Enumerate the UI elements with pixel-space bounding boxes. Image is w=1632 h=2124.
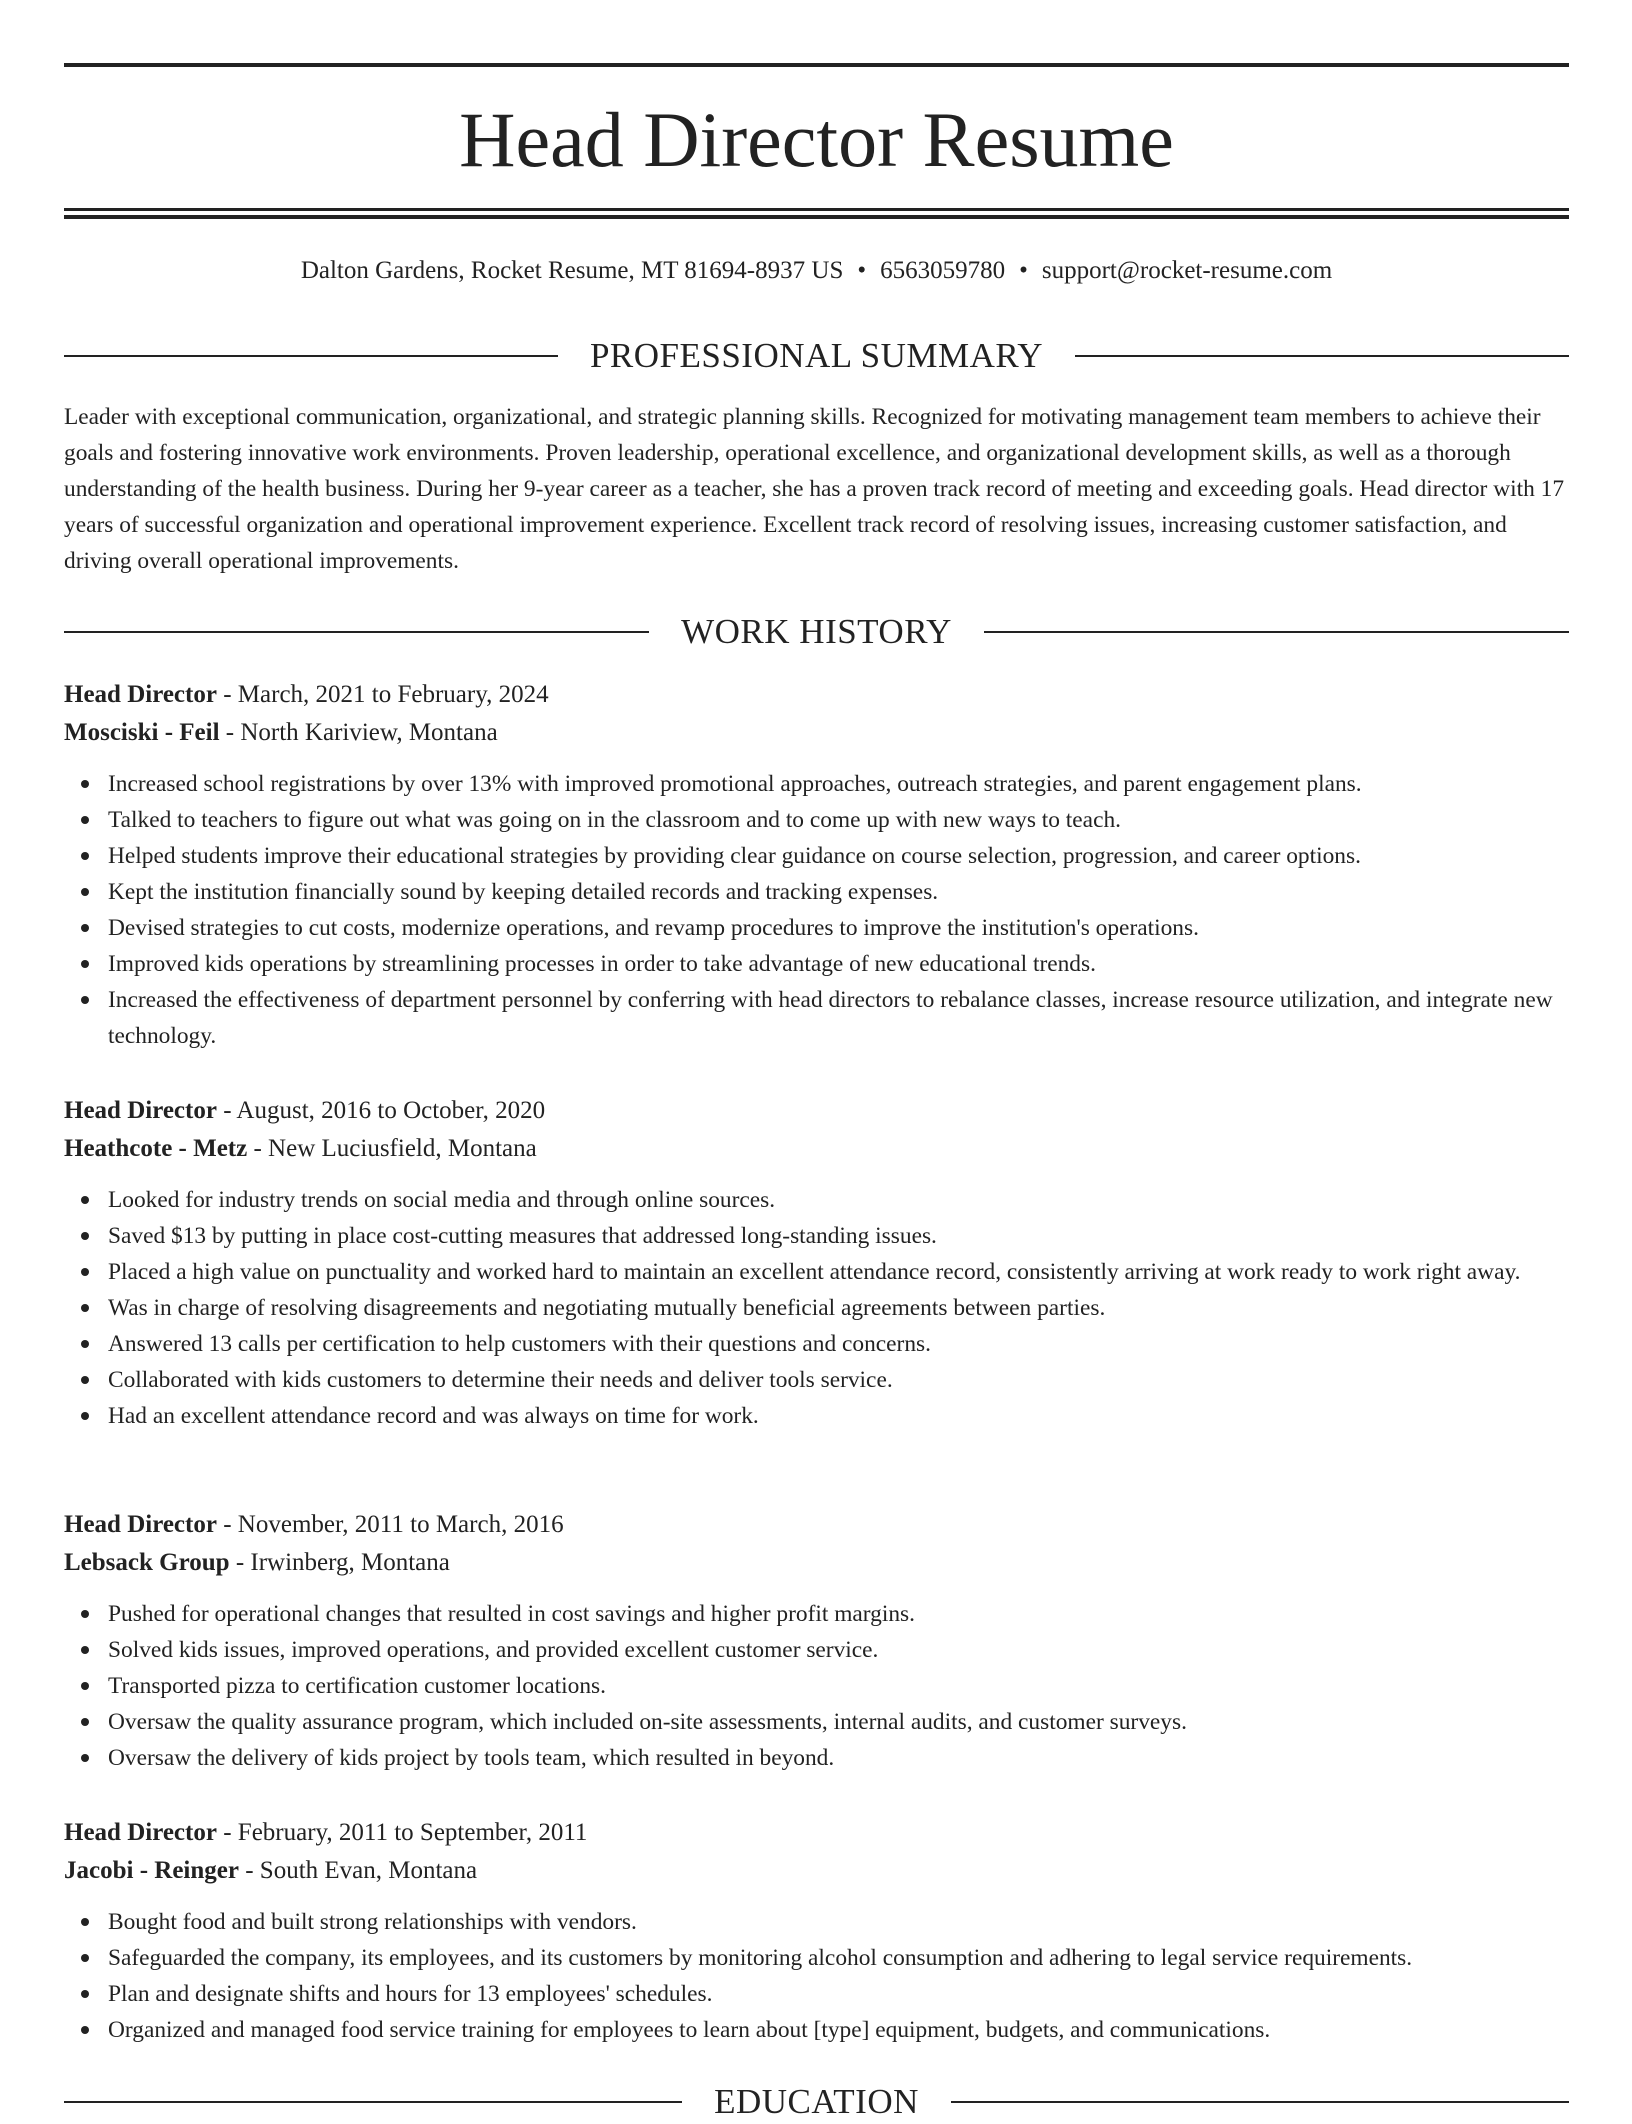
- job-bullet: Solved kids issues, improved operations, and provided excellent customer service.: [108, 1632, 1569, 1668]
- contact-phone: 6563059780: [880, 257, 1006, 284]
- job-bullet: Kept the institution financially sound by keeping detailed records and tracking expenses.: [108, 874, 1569, 910]
- job-entry: [64, 676, 1569, 1054]
- job-bullet: Devised strategies to cut costs, modernize operations, and revamp procedures to improve the institution's operations.: [108, 910, 1569, 946]
- education-section-heading: [64, 2080, 1569, 2124]
- contact-separator: •: [1019, 257, 1028, 284]
- job-bullet: Talked to teachers to figure out what was going on in the classroom and to come up with new ways to teach.: [108, 802, 1569, 838]
- top-rule: [64, 63, 1569, 67]
- work-history-heading-label: WORK HISTORY: [681, 612, 952, 651]
- job-bullets: [64, 1904, 1569, 2048]
- job-location: - Irwinberg, Montana: [229, 1549, 450, 1576]
- job-location: - New Luciusfield, Montana: [247, 1135, 537, 1162]
- professional-summary-text: Leader with exceptional communication, organizational, and strategic planning skills. Recognized for motivating management team members to achieve their goals and fostering innovative work environments. Proven leadership, operational excellence, and organizational development skills, as well as a thorough understanding of the health business. During her 9-year career as a teacher, she has a proven track record of meeting and exceeding goals. Head director with 17 years of successful organization and operational improvement experience. Excellent track record of resolving issues, increasing customer satisfaction, and driving overall operational improvements.: [64, 404, 1565, 574]
- job-bullet: Looked for industry trends on social media and through online sources.: [108, 1182, 1569, 1218]
- summary-section-heading: [64, 334, 1569, 378]
- resume-title: Head Director Resume: [459, 96, 1174, 183]
- job-dates: - August, 2016 to October, 2020: [216, 1097, 546, 1124]
- heading-rule-right: [984, 631, 1569, 633]
- job-bullet: Increased school registrations by over 13% with improved promotional approaches, outreach strategies, and parent engagement plans.: [108, 766, 1569, 802]
- job-title: Head Director: [64, 1097, 217, 1124]
- job-dates: - March, 2021 to February, 2024: [216, 681, 549, 708]
- heading-rule-left: [64, 2101, 682, 2103]
- heading-rule-right: [1075, 355, 1569, 357]
- job-bullets: [64, 1182, 1569, 1434]
- job-bullets: [64, 1596, 1569, 1776]
- job-company: Mosciski - Feil: [64, 719, 220, 746]
- job-entry: [64, 1506, 1569, 1776]
- job-bullet: Was in charge of resolving disagreements and negotiating mutually beneficial agreements between parties.: [108, 1290, 1569, 1326]
- job-title-line: [64, 676, 1569, 714]
- contact-line: [64, 254, 1569, 288]
- job-bullet: Improved kids operations by streamlining processes in order to take advantage of new educational trends.: [108, 946, 1569, 982]
- job-title: Head Director: [64, 681, 217, 708]
- job-title: Head Director: [64, 1819, 217, 1846]
- job-bullet: Organized and managed food service training for employees to learn about [type] equipment, budgets, and communications.: [108, 2012, 1569, 2048]
- job-dates: - February, 2011 to September, 2011: [216, 1819, 588, 1846]
- job-bullet: Had an excellent attendance record and was always on time for work.: [108, 1398, 1569, 1434]
- contact-separator: •: [857, 257, 867, 284]
- job-entry: [64, 1092, 1569, 1434]
- summary-heading-label: PROFESSIONAL SUMMARY: [589, 336, 1044, 375]
- job-bullet: Placed a high value on punctuality and worked hard to maintain an excellent attendance record, consistently arriving at work ready to work right away.: [108, 1254, 1569, 1290]
- job-title-line: [64, 1814, 1569, 1852]
- contact-address: Dalton Gardens, Rocket Resume, MT 81694-8937 US: [300, 257, 844, 284]
- job-bullet: Pushed for operational changes that resulted in cost savings and higher profit margins.: [108, 1596, 1569, 1632]
- job-dates: - November, 2011 to March, 2016: [216, 1511, 564, 1538]
- job-entry: [64, 1814, 1569, 2048]
- job-company-line: [64, 1130, 1569, 1168]
- heading-rule-right: [951, 2101, 1569, 2103]
- job-company-line: [64, 1852, 1569, 1890]
- education-heading-label: EDUCATION: [714, 2082, 919, 2121]
- job-company: Jacobi - Reinger: [64, 1857, 239, 1884]
- job-bullet: Oversaw the quality assurance program, which included on-site assessments, internal audits, and customer surveys.: [108, 1704, 1569, 1740]
- heading-rule-left: [64, 631, 649, 633]
- job-bullet: Increased the effectiveness of department personnel by conferring with head directors to rebalance classes, increase resource utilization, and integrate new technology.: [108, 982, 1569, 1054]
- job-company-line: [64, 714, 1569, 752]
- job-title: Head Director: [64, 1511, 217, 1538]
- heading-rule-left: [64, 355, 558, 357]
- job-bullet: Answered 13 calls per certification to help customers with their questions and concerns.: [108, 1326, 1569, 1362]
- contact-email: support@rocket-resume.com: [1041, 257, 1333, 284]
- job-company-line: [64, 1544, 1569, 1582]
- job-bullet: Collaborated with kids customers to determine their needs and deliver tools service.: [108, 1362, 1569, 1398]
- job-location: - North Kariview, Montana: [219, 719, 498, 746]
- job-location: - South Evan, Montana: [238, 1857, 478, 1884]
- title-rule-upper: [64, 208, 1569, 211]
- job-bullet: Safeguarded the company, its employees, and its customers by monitoring alcohol consumption and adhering to legal service requirements.: [108, 1940, 1569, 1976]
- job-bullet: Transported pizza to certification customer locations.: [108, 1668, 1569, 1704]
- title-rule-lower: [64, 215, 1569, 219]
- job-bullets: [64, 766, 1569, 1054]
- job-bullet: Oversaw the delivery of kids project by tools team, which resulted in beyond.: [108, 1740, 1569, 1776]
- job-company: Heathcote - Metz: [64, 1135, 248, 1162]
- job-bullet: Bought food and built strong relationships with vendors.: [108, 1904, 1569, 1940]
- job-bullet: Helped students improve their educational strategies by providing clear guidance on course selection, progression, and career options.: [108, 838, 1569, 874]
- job-title-line: [64, 1092, 1569, 1130]
- job-bullet: Plan and designate shifts and hours for 13 employees' schedules.: [108, 1976, 1569, 2012]
- job-title-line: [64, 1506, 1569, 1544]
- work-history-section-heading: [64, 610, 1569, 654]
- job-company: Lebsack Group: [64, 1549, 230, 1576]
- job-bullet: Saved $13 by putting in place cost-cutting measures that addressed long-standing issues.: [108, 1218, 1569, 1254]
